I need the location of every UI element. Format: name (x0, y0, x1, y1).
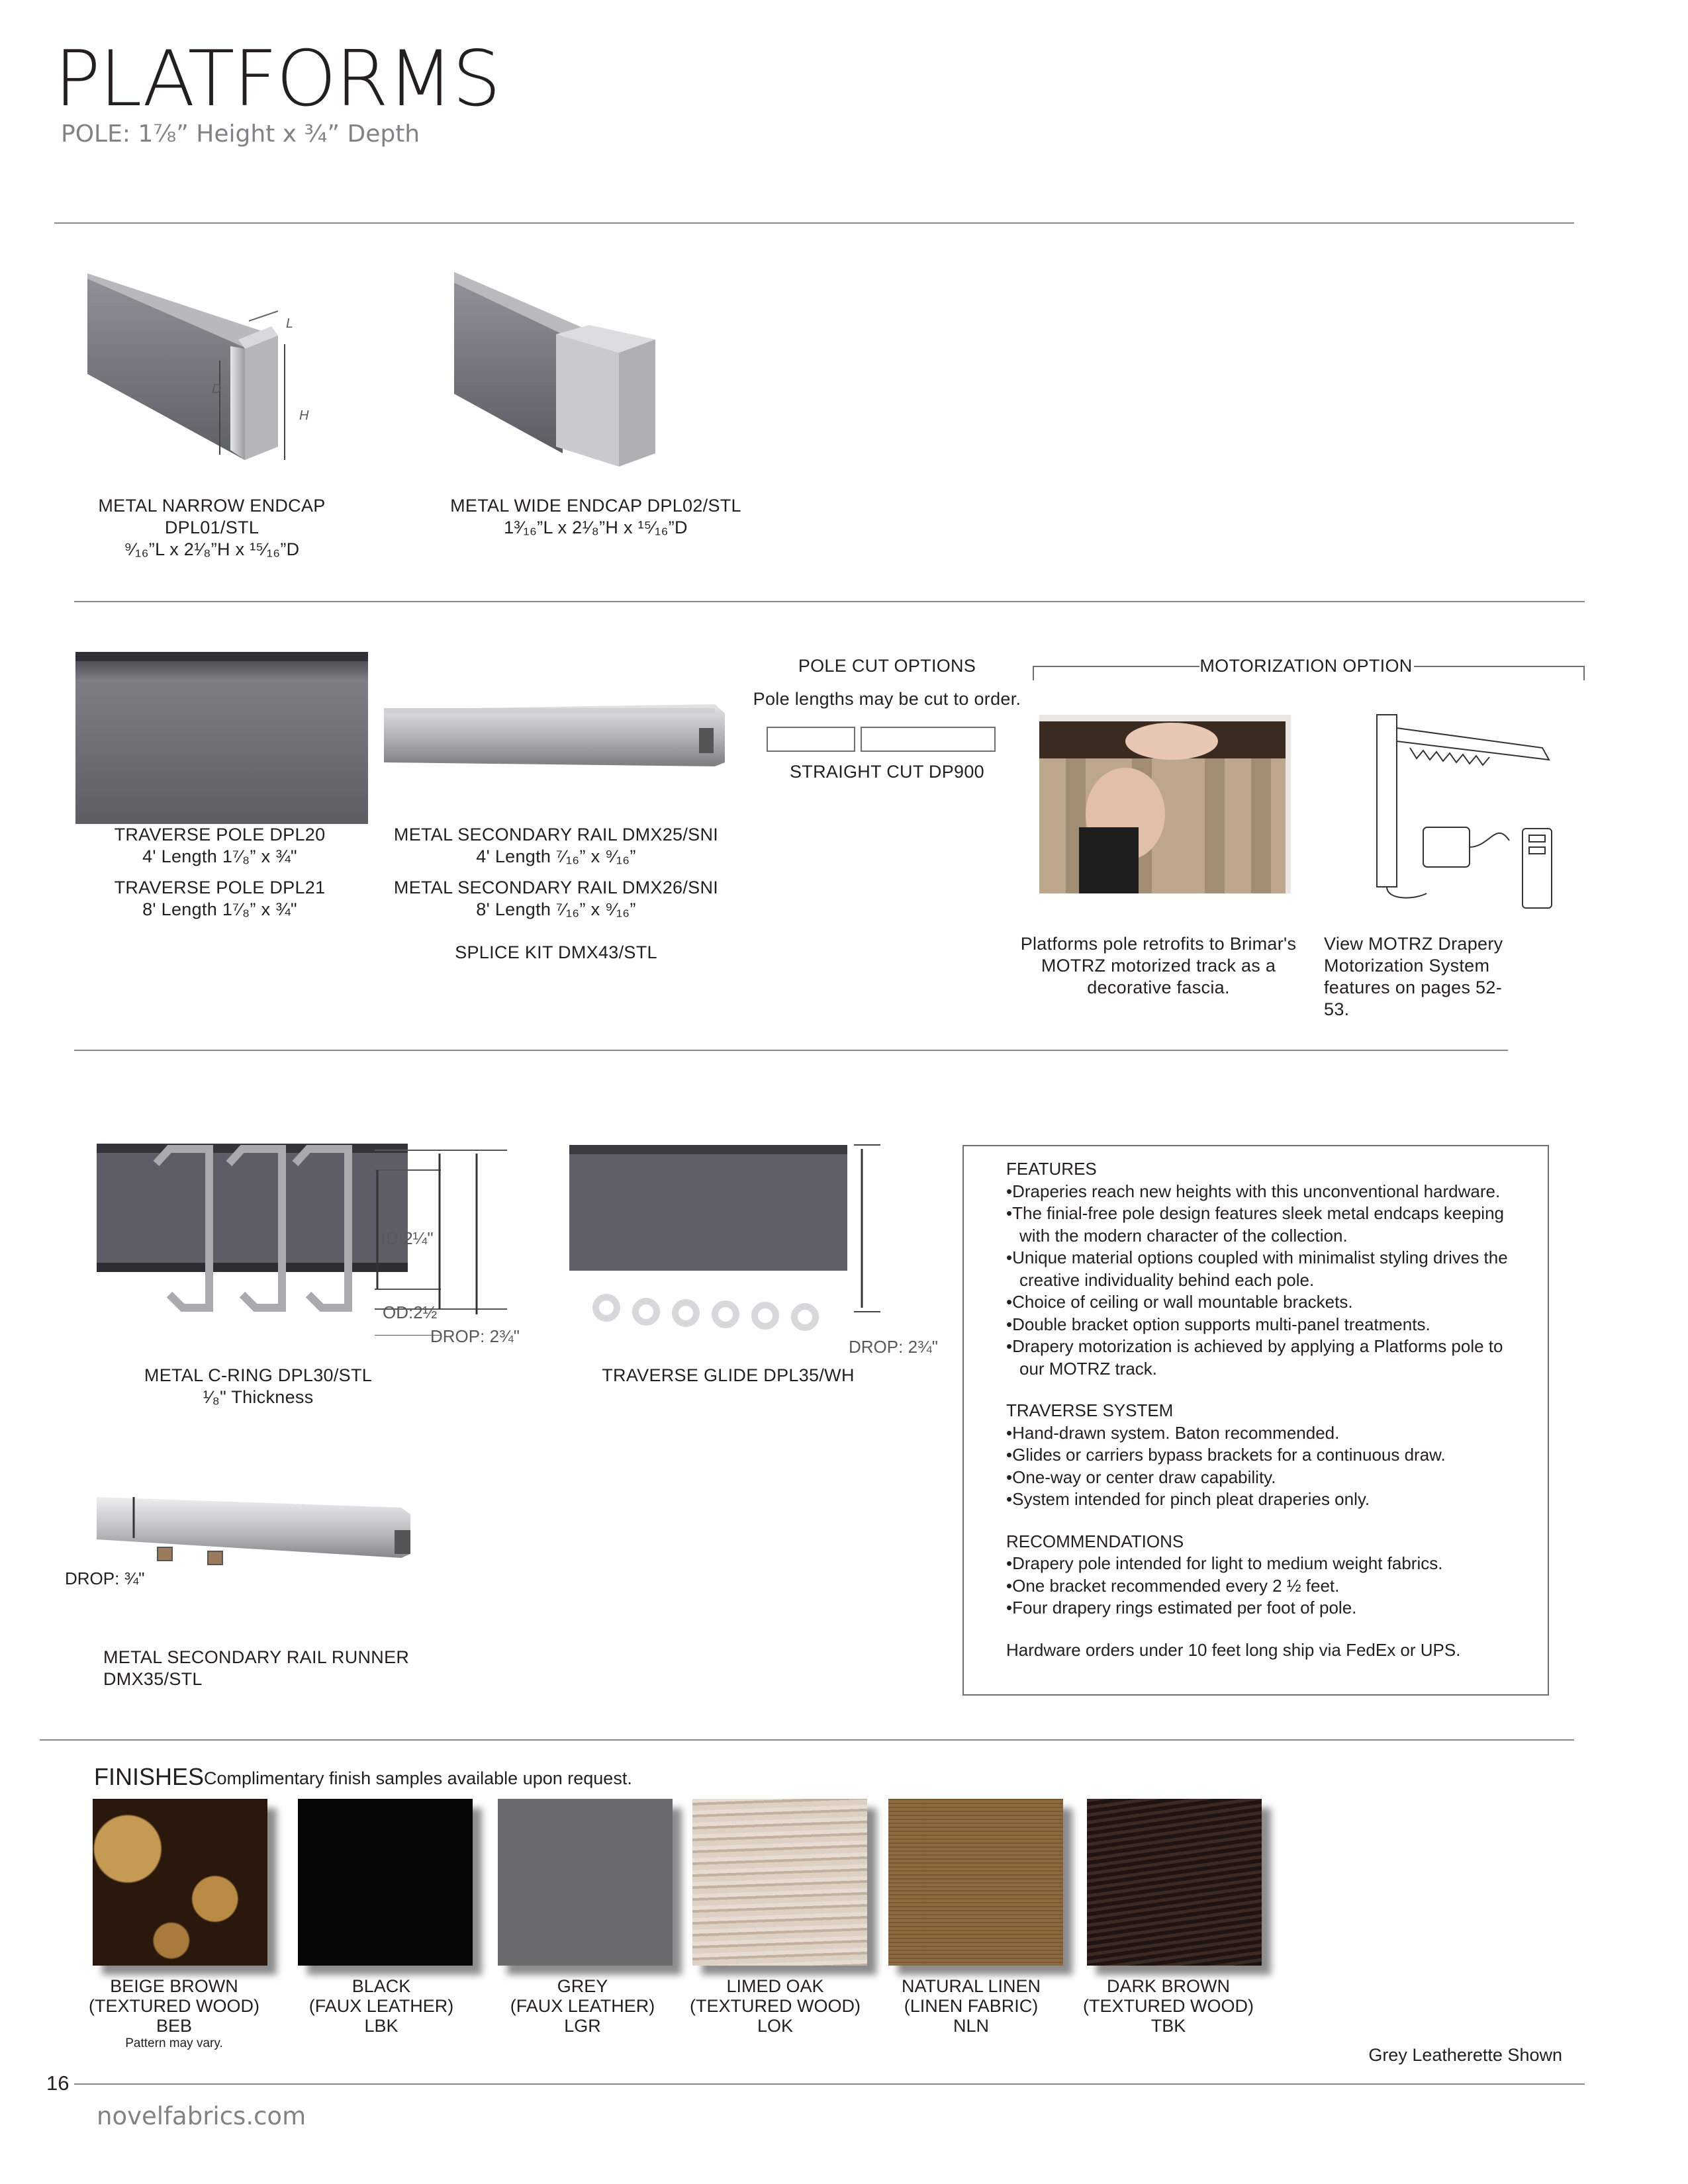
finish-material: (TEXTURED WOOD) (1083, 1996, 1254, 2016)
features-list (1006, 1181, 1526, 1381)
endcap-dim-h: H (299, 408, 309, 423)
features-heading: FEATURES (1006, 1159, 1097, 1179)
straight-cut-label: STRAIGHT CUT DP900 (790, 762, 984, 782)
recommendation-item: • Drapery pole intended for light to medium weight fabrics. (1006, 1553, 1526, 1575)
secondary-rail-caption (384, 824, 728, 964)
secondary-rail-image (384, 702, 728, 774)
wide-endcap-image (450, 268, 669, 467)
motorization-caption-right-3: features on pages 52-53. (1324, 978, 1502, 1019)
glide-drop: DROP: 2¾" (849, 1337, 938, 1357)
pattern-note: Pattern may vary. (125, 2036, 223, 2050)
page-subtitle: POLE: 1⁷⁄₈” Height x ¾” Depth (61, 120, 420, 148)
swatch-black (298, 1799, 473, 1966)
divider-2 (74, 601, 1585, 602)
features-item: • Double bracket option supports multi-panel treatments. (1006, 1314, 1526, 1336)
swatch-dark-brown (1087, 1799, 1262, 1966)
narrow-endcap-image (79, 261, 344, 473)
pole-cut-heading: POLE CUT OPTIONS (798, 656, 976, 676)
traverse-pole-image (75, 652, 368, 824)
finishes-heading: FINISHES (94, 1763, 205, 1790)
finishes-note: Complimentary finish samples available upon request. (204, 1768, 632, 1788)
features-item: • Draperies reach new heights with this unconventional hardware. (1006, 1181, 1526, 1203)
c-ring-thickness: ¹⁄₈" Thickness (203, 1387, 314, 1407)
finish-name: DARK BROWN (1106, 1976, 1230, 1996)
traverse-item: • System intended for pinch pleat draperies only. (1006, 1488, 1526, 1511)
features-item: • Drapery motorization is achieved by applying a Platforms pole to our MOTRZ track. (1006, 1336, 1526, 1380)
swatch-beige-brown (93, 1799, 267, 1966)
motorization-caption-left (1019, 933, 1297, 999)
finish-label-beb (78, 1976, 270, 2052)
divider-3 (74, 1050, 1508, 1051)
motrz-track-diagram (1370, 708, 1595, 913)
recommendations-heading: RECOMMENDATIONS (1006, 1531, 1184, 1551)
finish-code: LGR (564, 2016, 601, 2036)
traverse-pole-dpl20: TRAVERSE POLE DPL20 (114, 825, 326, 844)
narrow-endcap-caption (60, 495, 364, 561)
website: novelfabrics.com (97, 2102, 306, 2130)
traverse-pole-dpl21-size: 8' Length 1⁷⁄₈” x ¾" (142, 899, 297, 919)
page-number: 16 (46, 2071, 70, 2095)
traverse-pole-caption (74, 824, 365, 921)
shipping-note: Hardware orders under 10 feet long ship via FedEx or UPS. (1006, 1639, 1461, 1660)
motorization-bracket-right (1414, 666, 1585, 680)
finish-code: TBK (1150, 2016, 1186, 2036)
c-ring-name: METAL C-RING DPL30/STL (144, 1365, 373, 1385)
finish-label-lok (679, 1976, 871, 2036)
traverse-system-heading: TRAVERSE SYSTEM (1006, 1400, 1174, 1420)
features-box (962, 1145, 1549, 1696)
finish-name: BLACK (352, 1976, 411, 1996)
secondary-rail-dmx26-size: 8' Length ⁷⁄₁₆” x ⁹⁄₁₆” (476, 899, 636, 919)
traverse-glide-image (569, 1138, 887, 1350)
endcap-dim-d: D (212, 382, 222, 396)
recommendation-item: • One bracket recommended every 2 ½ feet. (1006, 1575, 1526, 1598)
straight-cut-left-piece (767, 727, 855, 752)
finish-code: NLN (953, 2016, 989, 2036)
motorization-caption-right-2: Motorization System (1324, 956, 1490, 976)
traverse-pole-dpl20-size: 4' Length 1⁷⁄₈” x ¾" (142, 846, 297, 866)
grey-leatherette-note: Grey Leatherette Shown (1368, 2045, 1562, 2065)
straight-cut-right-piece (861, 727, 996, 752)
features-item: • Choice of ceiling or wall mountable brackets. (1006, 1291, 1526, 1314)
footer-rule (74, 2083, 1585, 2085)
secondary-rail-dmx26: METAL SECONDARY RAIL DMX26/SNI (393, 878, 719, 897)
pole-cut-note: Pole lengths may be cut to order. (753, 689, 1021, 709)
features-item: • The finial-free pole design features sleek metal endcaps keeping with the modern character of the collection. (1006, 1203, 1526, 1247)
c-ring-id: ID:2¼" (381, 1228, 434, 1248)
finish-label-lgr (490, 1976, 675, 2036)
swatch-natural-linen (888, 1799, 1063, 1966)
finish-name: GREY (557, 1976, 608, 1996)
traverse-item: • One-way or center draw capability. (1006, 1467, 1526, 1489)
c-ring-image (97, 1137, 527, 1336)
runner-caption: METAL SECONDARY RAIL RUNNER DMX35/STL (103, 1647, 410, 1689)
features-item: • Unique material options coupled with minimalist styling drives the creative individuality behind each pole. (1006, 1247, 1526, 1291)
finish-label-lbk (289, 1976, 474, 2036)
wide-endcap-name: METAL WIDE ENDCAP DPL02/STL (450, 496, 741, 516)
finish-code: LOK (757, 2016, 794, 2036)
wide-endcap-caption (450, 495, 741, 539)
c-ring-od: OD:2½ (383, 1302, 438, 1322)
motorization-bracket-left (1033, 666, 1199, 680)
traverse-system-list (1006, 1422, 1526, 1511)
finish-name: BEIGE BROWN (110, 1976, 238, 1996)
c-ring-drop: DROP: 2¾" (430, 1326, 520, 1346)
traverse-item: • Hand-drawn system. Baton recommended. (1006, 1422, 1526, 1445)
motorization-caption-left-2: MOTRZ motorized track as a (1041, 956, 1276, 976)
motorization-caption-right-1: View MOTRZ Drapery (1324, 934, 1503, 954)
endcap-dim-l: L (286, 316, 294, 331)
finish-label-tbk (1072, 1976, 1264, 2036)
finish-code: BEB (156, 2016, 193, 2036)
finish-material: (TEXTURED WOOD) (89, 1996, 259, 2016)
narrow-endcap-name: METAL NARROW ENDCAP DPL01/STL (98, 496, 326, 537)
motorization-caption-left-3: decorative fascia. (1087, 978, 1230, 997)
recommendations-list (1006, 1553, 1526, 1619)
recommendation-item: • Four drapery rings estimated per foot of pole. (1006, 1597, 1526, 1619)
divider-4 (40, 1739, 1574, 1741)
motorization-heading: MOTORIZATION OPTION (1199, 656, 1413, 676)
traverse-item: • Glides or carriers bypass brackets for a continuous draw. (1006, 1444, 1526, 1467)
swatch-grey (498, 1799, 673, 1966)
finish-label-nln (875, 1976, 1067, 2036)
rail-runner-image (97, 1492, 421, 1591)
c-ring-caption (106, 1365, 410, 1408)
finish-material: (TEXTURED WOOD) (690, 1996, 861, 2016)
finish-material: (FAUX LEATHER) (510, 1996, 655, 2016)
glide-caption: TRAVERSE GLIDE DPL35/WH (602, 1365, 855, 1385)
splice-kit: SPLICE KIT DMX43/STL (455, 942, 657, 962)
narrow-endcap-dims: ⁹⁄₁₆”L x 2¹⁄₈”H x ¹⁵⁄₁₆”D (124, 539, 300, 559)
finish-material: (FAUX LEATHER) (308, 1996, 454, 2016)
secondary-rail-dmx25: METAL SECONDARY RAIL DMX25/SNI (393, 825, 719, 844)
finish-material: (LINEN FABRIC) (904, 1996, 1039, 2016)
motorization-caption-left-1: Platforms pole retrofits to Brimar's (1020, 934, 1297, 954)
finish-name: LIMED OAK (726, 1976, 824, 1996)
runner-drop: DROP: ¾" (65, 1569, 145, 1588)
traverse-pole-dpl21: TRAVERSE POLE DPL21 (114, 878, 326, 897)
wide-endcap-dims: 1³⁄₁₆”L x 2¹⁄₈”H x ¹⁵⁄₁₆”D (504, 518, 688, 537)
secondary-rail-dmx25-size: 4' Length ⁷⁄₁₆” x ⁹⁄₁₆” (476, 846, 636, 866)
motorization-caption-right (1324, 933, 1509, 1021)
page-title: PLATFORMS (54, 34, 500, 124)
finish-name: NATURAL LINEN (901, 1976, 1041, 1996)
divider-top (54, 222, 1574, 224)
motorized-drapery-photo (1039, 715, 1291, 893)
swatch-limed-oak (692, 1799, 867, 1966)
finish-code: LBK (364, 2016, 399, 2036)
